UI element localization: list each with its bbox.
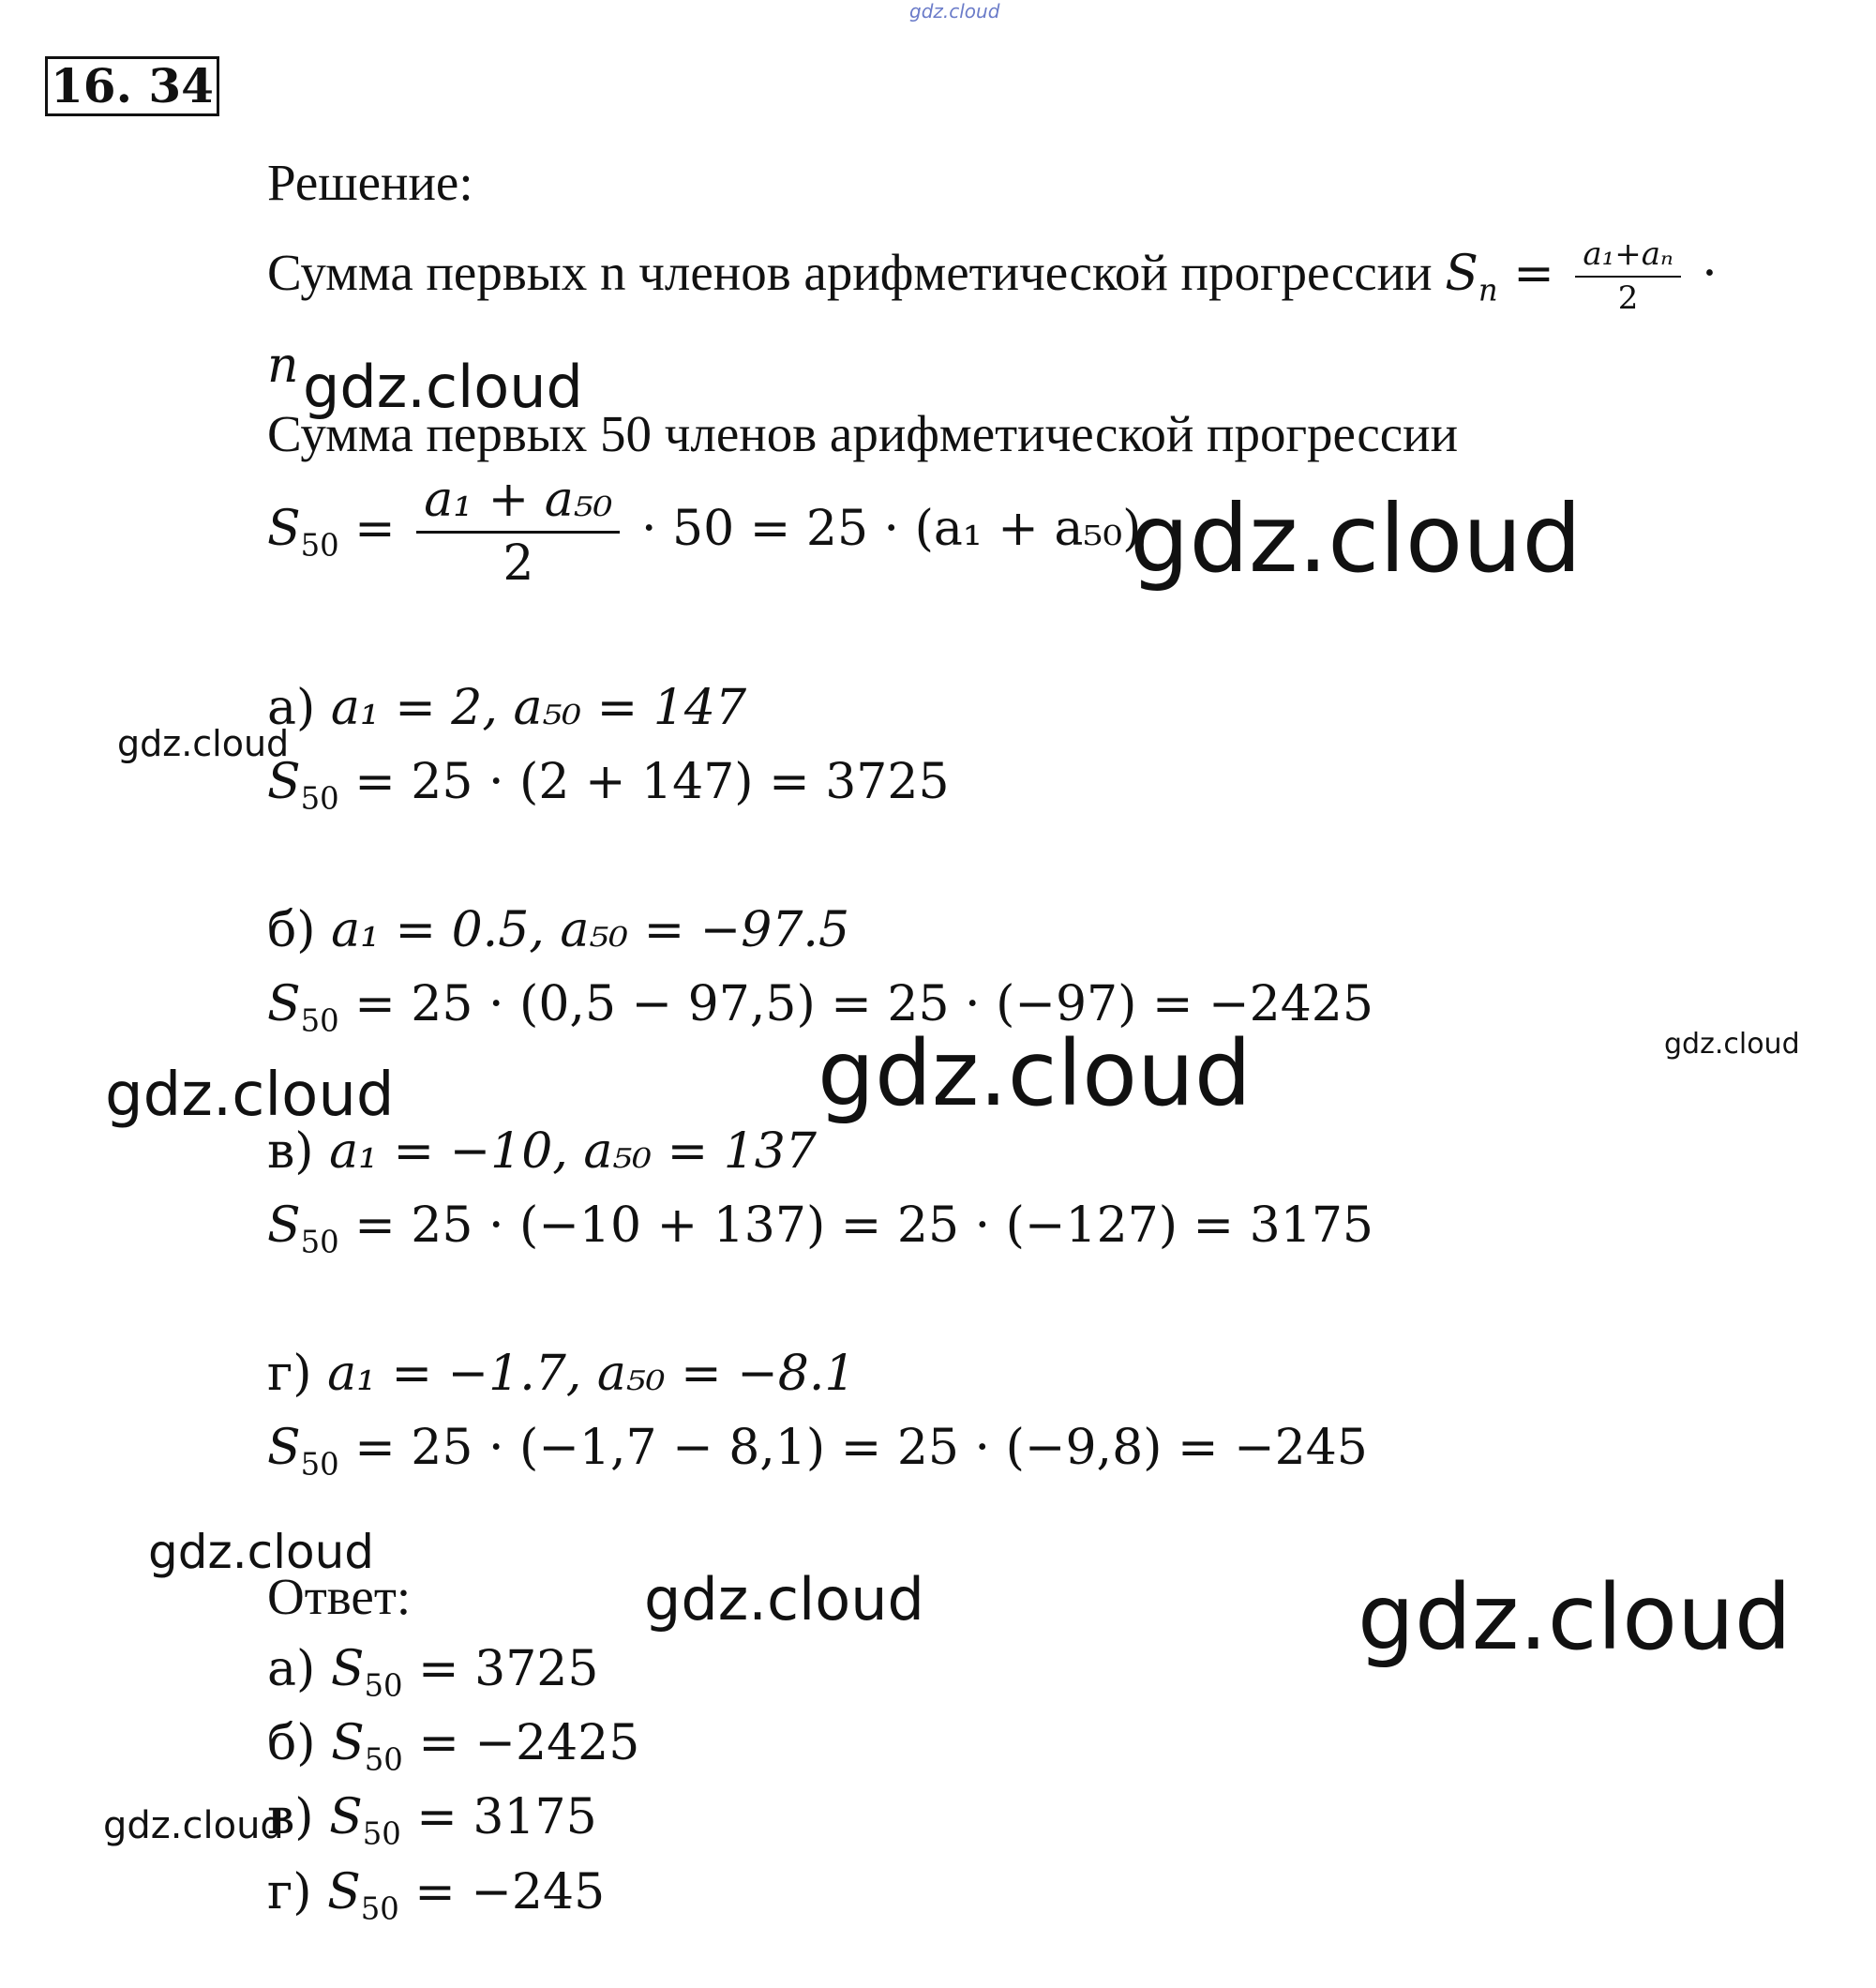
problem-number-box: 16. 34 — [45, 56, 219, 116]
solution-label: Решение: — [267, 154, 473, 211]
case-v-calc: $S_{50} = 25 \cdot (-10 + 137) = 25 \cdot (-127) = 3175$ — [267, 1197, 1373, 1260]
answer-b: б) $S_{50} = -2425$ — [267, 1715, 640, 1778]
watermark: gdz.cloud — [105, 1061, 395, 1130]
watermark: gdz.cloud — [117, 723, 290, 764]
answer-g: г) $S_{50} = -245$ — [267, 1864, 606, 1927]
s50-fraction: $\frac{\text{a₁ + a₅₀}}{2}$ — [416, 474, 620, 591]
case-b-calc: $S_{50} = 25 \cdot (0,5 - 97,5) = 25 \cdot (-97) = -2425$ — [267, 976, 1373, 1039]
case-a-calc: $S_{50} = 25 \cdot (2 + 147) = 3725$ — [267, 754, 950, 817]
case-b-given: б) a₁ = 0.5, a₅₀ = −97.5 — [267, 902, 850, 958]
watermark: gdz.cloud — [1664, 1028, 1800, 1061]
case-a-given: а) a₁ = 2, a₅₀ = 147 — [267, 680, 747, 736]
watermark: gdz.cloud — [303, 353, 583, 421]
case-v-given: в) a₁ = −10, a₅₀ = 137 — [267, 1123, 817, 1180]
sum-n-continuation: n — [267, 338, 299, 394]
answer-a: а) $S_{50} = 3725$ — [267, 1641, 599, 1704]
watermark: gdz.cloud — [818, 1021, 1252, 1126]
header-watermark: gdz.cloud — [909, 0, 1000, 23]
case-g-given: г) a₁ = −1.7, a₅₀ = −8.1 — [267, 1346, 856, 1402]
answer-v: в) $S_{50} = 3175$ — [267, 1789, 597, 1852]
watermark: gdz.cloud — [644, 1565, 924, 1634]
sum-n-line — [267, 237, 1718, 317]
sum-n-text: Сумма первых n членов арифметической прогрессии — [267, 243, 1433, 301]
case-g-calc: $S_{50} = 25 \cdot (-1,7 - 8,1) = 25 \cdot (-9,8) = -245$ — [267, 1420, 1368, 1483]
s50-formula: $S_{50}$ = $\frac{\text{a₁ + a₅₀}}{2}$ · 50 = 25 · (a₁ + a₅₀) — [267, 472, 1142, 593]
watermark: gdz.cloud — [103, 1804, 284, 1847]
sum-50-text: Сумма первых 50 членов арифметической прогрессии — [267, 405, 1459, 462]
sum-n-formula: $S_n$ = $\frac{\text{a₁+aₙ}}{2}$ · — [1445, 235, 1718, 318]
watermark: gdz.cloud — [148, 1525, 375, 1579]
sum-n-fraction: $\frac{\text{a₁+aₙ}}{2}$ — [1575, 237, 1680, 317]
watermark: gdz.cloud — [1358, 1565, 1792, 1670]
answer-label: Ответ: — [267, 1568, 412, 1625]
watermark: gdz.cloud — [1130, 484, 1583, 594]
